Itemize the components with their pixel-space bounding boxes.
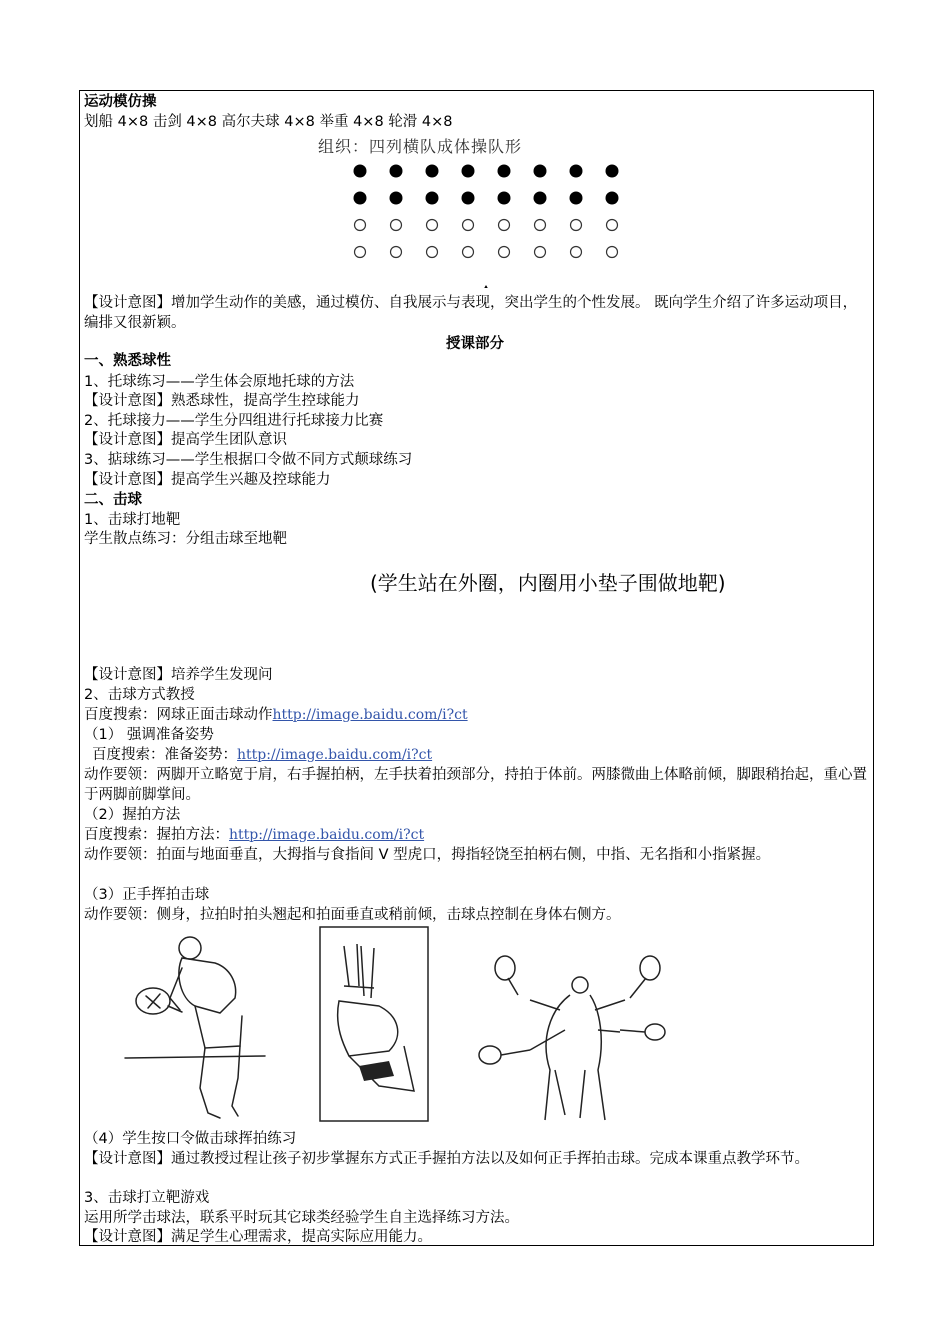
student-dot-filled <box>462 165 475 178</box>
student-dot-filled <box>354 165 367 178</box>
point-1-title: （1） 强调准备姿势 <box>84 727 214 743</box>
formation-diagram <box>340 158 640 288</box>
student-dot-filled <box>534 192 547 205</box>
baidu-search-2 <box>92 745 432 765</box>
student-dot-filled <box>570 192 583 205</box>
student-dot-hollow <box>427 220 438 231</box>
student-dot-hollow <box>391 247 402 258</box>
student-dot-hollow <box>463 247 474 258</box>
step-2-3-practice: 运用所学击球法，联系平时玩其它球类经验学生自主选择练习方法。 <box>84 1210 519 1226</box>
section-strike: 二、击球 <box>84 492 142 508</box>
student-dot-hollow <box>427 247 438 258</box>
step-1-2: 2、托球接力——学生分四组进行托球接力比赛 <box>84 413 384 429</box>
ground-target-note: (学生站在外圈，内圈用小垫子围做地靶) <box>370 571 726 595</box>
baidu-search-1 <box>84 705 468 725</box>
baidu-search-2-label: 百度搜索：准备姿势： <box>92 747 237 763</box>
student-dot-filled <box>426 165 439 178</box>
design-intent-warmup: 【设计意图】增加学生动作的美感，通过模仿、自我展示与表现，突出学生的个性发展。 既向学生介绍了许多运动项目，编排又很新颖。 <box>84 295 858 331</box>
point-3-desc: 动作要领：侧身，拉拍时拍头翘起和拍面垂直或稍前倾，击球点控制在身体右侧方。 <box>84 907 621 923</box>
step-2-1: 1、击球打地靶 <box>84 512 181 528</box>
lesson-title: 授课部分 <box>446 336 504 352</box>
student-dot-filled <box>570 165 583 178</box>
student-dot-hollow <box>355 247 366 258</box>
student-dot-filled <box>606 192 619 205</box>
step-1-3: 3、掂球练习——学生根据口令做不同方式颠球练习 <box>84 452 413 468</box>
formation-title: 组织：四列横队成体操队形 <box>318 137 523 156</box>
section-ball-feel: 一、熟悉球性 <box>84 353 171 369</box>
step-1-3-intent: 【设计意图】提高学生兴趣及控球能力 <box>84 472 331 488</box>
student-dot-hollow <box>607 247 618 258</box>
student-dot-hollow <box>355 220 366 231</box>
warmup-items: 划船 4×8 击剑 4×8 高尔夫球 4×8 举重 4×8 轮滑 4×8 <box>84 114 453 130</box>
point-4-title: （4）学生按口令做击球挥拍练习 <box>84 1131 297 1147</box>
student-dot-hollow <box>607 220 618 231</box>
student-dot-filled <box>390 192 403 205</box>
step-1-1-intent: 【设计意图】熟悉球性，提高学生控球能力 <box>84 393 360 409</box>
student-dot-filled <box>354 192 367 205</box>
step-2-2: 2、击球方式教授 <box>84 687 195 703</box>
grip-illustration <box>319 926 429 1122</box>
student-dot-hollow <box>535 247 546 258</box>
student-dot-hollow <box>535 220 546 231</box>
design-intent-strike: 【设计意图】通过教授过程让孩子初步掌握东方式正手握拍方法以及如何正手挥拍击球。完成本课重点教学环节。 <box>84 1151 809 1167</box>
step-1-2-intent: 【设计意图】提高学生团队意识 <box>84 432 287 448</box>
student-dot-hollow <box>571 220 582 231</box>
point-1-desc: 动作要领：两脚开立略宽于肩，右手握拍柄，左手扶着拍颈部分，持拍于体前。两膝微曲上体略前倾，脚跟稍抬起，重心置于两脚前脚掌间。 <box>84 767 867 803</box>
student-dot-filled <box>498 192 511 205</box>
step-1-1: 1、托球练习——学生体会原地托球的方法 <box>84 374 355 390</box>
ready-stance-illustration <box>120 928 270 1128</box>
point-2-title: （2）握拍方法 <box>84 807 181 823</box>
warmup-heading: 运动模仿操 <box>84 94 157 110</box>
baidu-search-3-label: 百度搜索：握拍方法： <box>84 827 229 843</box>
student-dot-filled <box>426 192 439 205</box>
baidu-link-1[interactable]: http://image.baidu.com/i?ct <box>272 707 468 723</box>
forehand-swing-illustration <box>470 950 670 1130</box>
student-dot-hollow <box>391 220 402 231</box>
step-2-3-intent: 【设计意图】满足学生心理需求，提高实际应用能力。 <box>84 1229 432 1245</box>
student-dot-hollow <box>499 220 510 231</box>
step-2-1-practice: 学生散点练习：分组击球至地靶 <box>84 531 287 547</box>
baidu-search-1-label: 百度搜索：网球正面击球动作 <box>84 707 273 723</box>
student-dot-hollow <box>571 247 582 258</box>
point-3-title: （3）正手挥拍击球 <box>84 887 210 903</box>
teacher-marker <box>479 285 493 288</box>
step-2-3: 3、击球打立靶游戏 <box>84 1190 210 1206</box>
baidu-search-3 <box>84 825 424 845</box>
student-dot-filled <box>534 165 547 178</box>
student-dot-filled <box>390 165 403 178</box>
student-dot-filled <box>498 165 511 178</box>
student-dot-filled <box>606 165 619 178</box>
point-2-desc: 动作要领：拍面与地面垂直，大拇指与食指间 V 型虎口，拇指轻饶至拍柄右侧，中指、无名指和小指紧握。 <box>84 847 771 863</box>
student-dot-hollow <box>499 247 510 258</box>
baidu-link-3[interactable]: http://image.baidu.com/i?ct <box>229 827 425 843</box>
student-dot-hollow <box>463 220 474 231</box>
baidu-link-2[interactable]: http://image.baidu.com/i?ct <box>237 747 433 763</box>
student-dot-filled <box>462 192 475 205</box>
step-2-1-intent: 【设计意图】培养学生发现问 <box>84 667 273 683</box>
